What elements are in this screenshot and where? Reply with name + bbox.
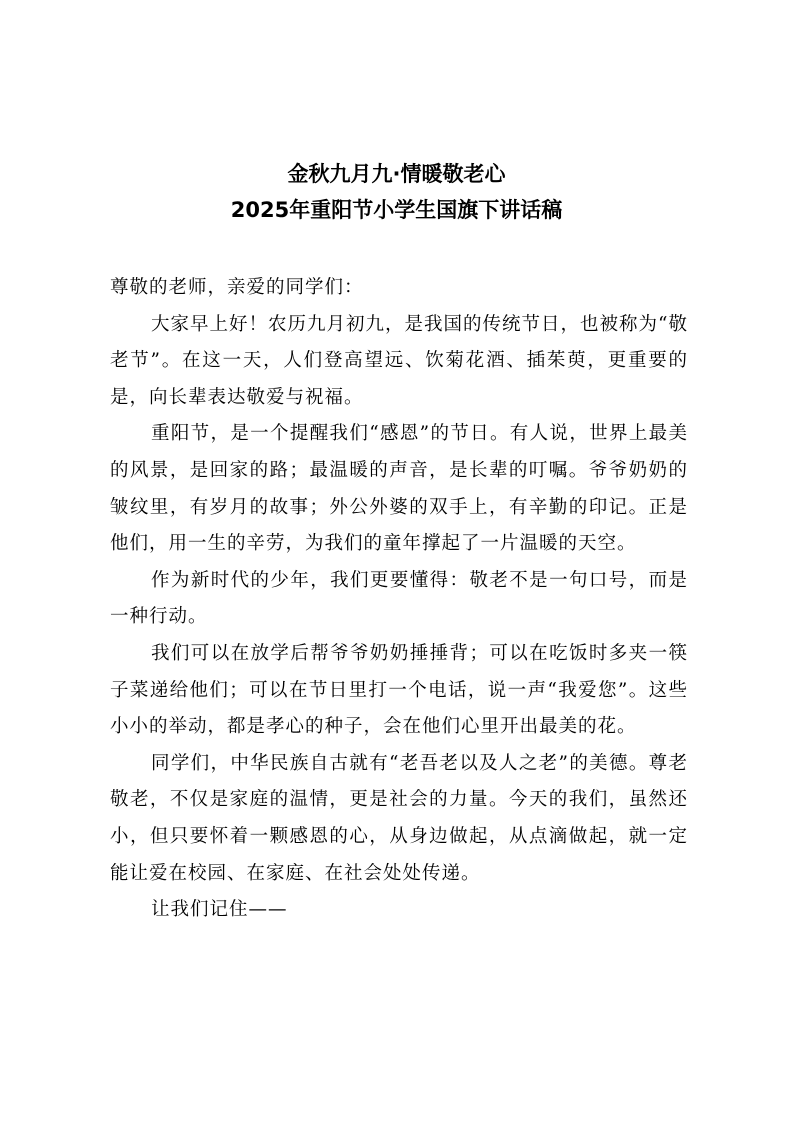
paragraph: 同学们，中华民族自古就有“老吾老以及人之老”的美德。尊老敬老，不仅是家庭的温情，更是社会的力量。今天的我们，虽然还小，但只要怀着一颗感恩的心，从身边做起，从点滴做起，就一定能让爱在校园、在家庭、在社会处处传递。 [110,752,688,884]
paragraph: 重阳节，是一个提醒我们“感恩”的节日。有人说，世界上最美的风景，是回家的路；最温暖的声音，是长辈的叮嘱。爷爷奶奶的皱纹里，有岁月的故事；外公外婆的双手上，有辛勤的印记。正是他们，用一生的辛劳，为我们的童年撑起了一片温暖的天空。 [110,423,688,555]
salutation: 尊敬的老师，亲爱的同学们： [110,277,364,298]
title-line-1: 金秋九月九·情暖敬老心 [287,162,506,186]
paragraph: 让我们记住—— [151,899,288,921]
title-line-2: 2025年重阳节小学生国旗下讲话稿 [230,198,563,222]
paragraph: 作为新时代的少年，我们更要懂得：敬老不是一句口号，而是一种行动。 [110,569,688,628]
document-title [0,156,793,228]
paragraph: 大家早上好！农历九月初九，是我国的传统节日，也被称为“敬老节”。在这一天，人们登高望远、饮菊花酒、插茱萸，更重要的是，向长辈表达敬爱与祝福。 [110,313,688,408]
document-body [110,270,688,929]
paragraph: 我们可以在放学后帮爷爷奶奶捶捶背；可以在吃饭时多夹一筷子菜递给他们；可以在节日里打一个电话，说一声“我爱您”。这些小小的举动，都是孝心的种子，会在他们心里开出最美的花。 [110,642,688,738]
